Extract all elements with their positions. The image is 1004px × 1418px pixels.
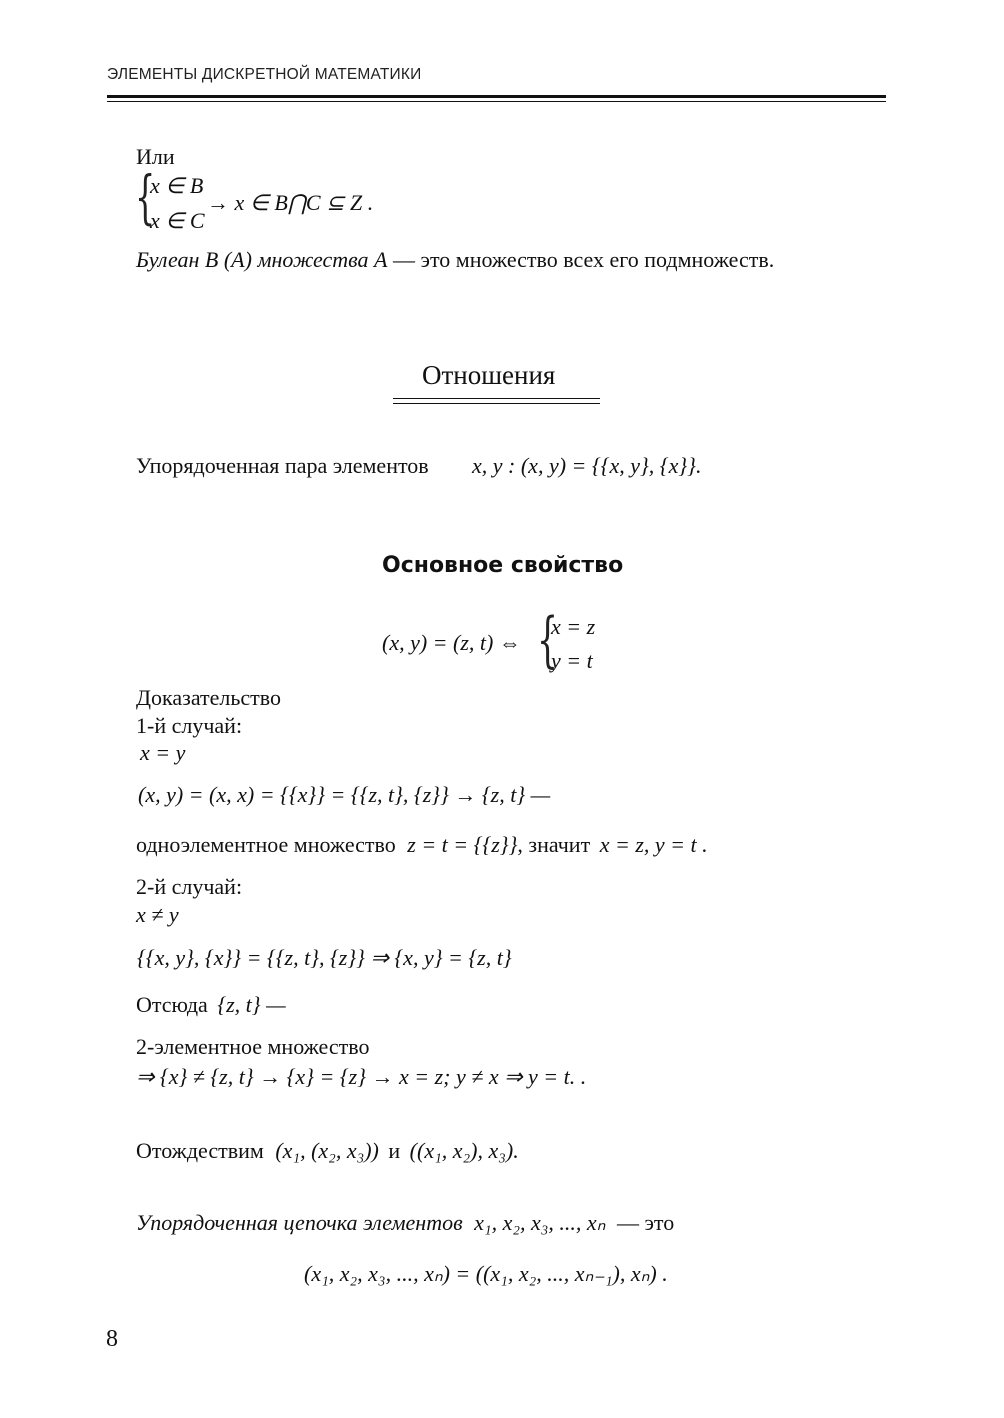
chain-term: Упорядоченная цепочка элементов [136,1210,463,1235]
identify-conjunction: и [388,1138,401,1163]
boolean-term: Булеан B (A) множества A [136,247,388,272]
chain-formula: (x₁, x₂, x₃, ..., xₙ) = ((x₁, x₂, ..., xₙ₋₁), xₙ) . [304,1261,668,1286]
two-element-text: 2-элементное множество [136,1034,370,1059]
system-line-1: x ∈ B [150,173,204,198]
chain-elements: x₁, x₂, x₃, ..., xₙ [474,1210,606,1235]
header-rule-thick [107,95,886,98]
property-lhs: (x, y) = (z, t) ⇔ [382,630,521,655]
case2-label: 2-й случай: [136,874,243,899]
chain-line [136,1210,674,1236]
identify-text: Отождествим [136,1138,264,1163]
case1-label: 1-й случай: [136,713,243,738]
running-header: ЭЛЕМЕНТЫ ДИСКРЕТНОЙ МАТЕМАТИКИ [107,66,422,83]
identify-line [136,1138,519,1164]
identify-formula-a: (x₁, (x₂, x₃)) [275,1138,379,1163]
case1-conclusion [136,832,708,858]
proof-title: Доказательство [136,685,282,710]
case1-result: x = z, y = t . [599,832,708,857]
system-line-2: x ∈ C [150,208,205,233]
system-brace: { [135,163,156,231]
case1-comma: , значит [517,832,591,857]
property-case-2: y = t [551,648,593,673]
pair-text: Упорядоченная пара элементов [136,453,429,478]
final-formula: ⇒ {x} ≠ {z, t} → {x} = {z} → x = z; y ≠ x ⇒ y = t. . [136,1064,587,1089]
hence-line [136,992,286,1018]
property-case-1: x = z [551,614,596,639]
property-title: Основное свойство [382,553,624,578]
identify-formula-b: ((x₁, x₂), x₃). [409,1138,519,1163]
boolean-def-text: — это множество всех его подмножеств. [387,247,775,272]
case1-formula2: z = t = {{z}} [407,832,518,857]
hence-text: Отсюда [136,992,208,1017]
header-rule-thin [107,101,886,102]
boolean-definition [136,247,774,273]
section-title: Отношения [422,360,556,390]
case2-formula: {{x, y}, {x}} = {{z, t}, {z}} ⇒ {x, y} = {z, t} [137,945,512,970]
section-rule-1 [393,398,600,399]
hence-formula: {z, t} — [217,992,286,1017]
chain-dash-text: — это [616,1210,675,1235]
property-brace: { [537,605,559,675]
page-number: 8 [106,1326,118,1352]
pair-formula: x, y : (x, y) = {{x, y}, {x}}. [472,453,702,478]
system-implication: → x ∈ B⋂C ⊆ Z . [207,190,374,215]
section-rule-2 [393,403,600,404]
case2-condition: x ≠ y [136,902,179,927]
case1-condition: x = y [140,740,186,765]
case1-formula: (x, y) = (x, x) = {{x}} = {{z, t}, {z}} → {z, t} — [138,782,551,807]
case1-text: одноэлементное множество [136,832,396,857]
or-label: Или [136,144,175,169]
